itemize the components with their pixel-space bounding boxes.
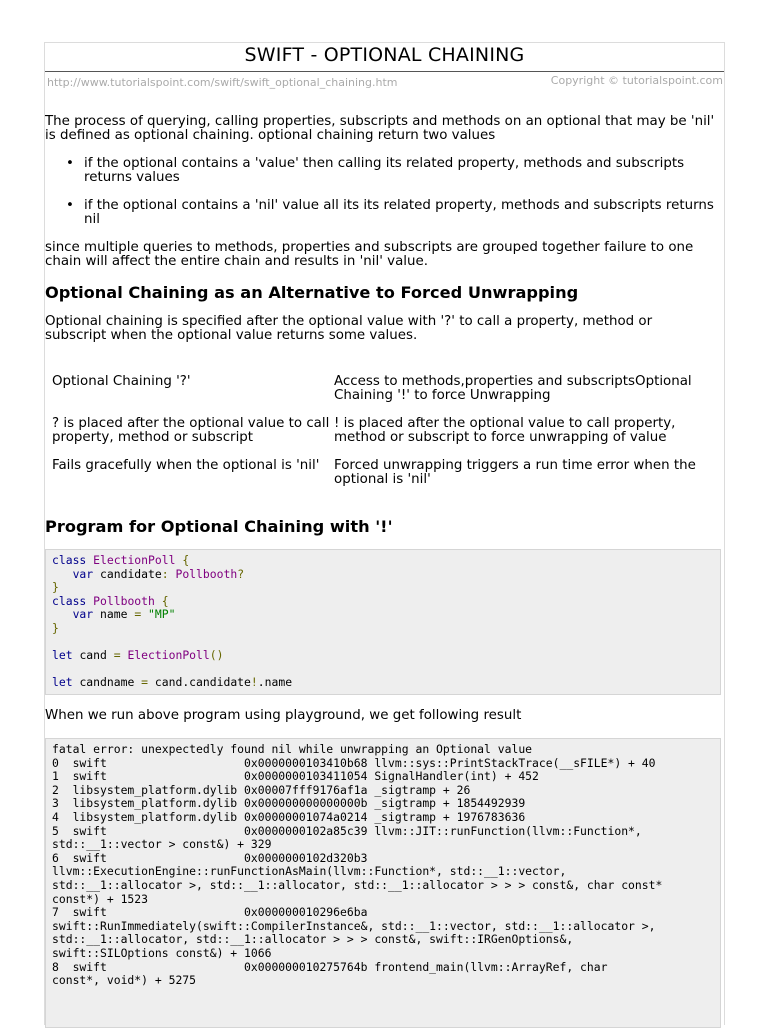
code-token: class <box>52 593 87 608</box>
intro-paragraph: The process of querying, calling properties, subscripts and methods on an optional that may be 'nil' is defined as optional chaining. optional chaining return two values <box>45 114 715 143</box>
table-cell: Forced unwrapping triggers a run time error when the optional is 'nil' <box>334 458 696 487</box>
section-heading-program: Program for Optional Chaining with '!' <box>45 517 393 536</box>
table-row <box>45 367 723 417</box>
comparison-table <box>45 367 723 501</box>
code-token: var <box>72 607 94 622</box>
code-token: .name <box>257 675 293 690</box>
code-token: class <box>52 553 87 567</box>
table-row <box>45 417 723 459</box>
table-cell: Optional Chaining '?' <box>52 374 191 389</box>
table-row <box>45 459 723 501</box>
copyright-notice: Copyright © tutorialspoint.com <box>550 74 723 87</box>
table-cell: ? is placed after the optional value to call property, method or subscript <box>52 416 330 445</box>
code-block <box>45 549 721 695</box>
code-token: () <box>209 648 224 663</box>
page-title: SWIFT - OPTIONAL CHAINING <box>244 44 525 66</box>
section-paragraph: Optional chaining is specified after the optional value with '?' to call a property, method or subscript when the optional value returns some values. <box>45 314 653 343</box>
code-token: let <box>52 648 73 663</box>
list-item-text: if the optional contains a 'nil' value all its its related property, methods and subscripts returns nil <box>84 198 714 227</box>
code-token: "MP" <box>148 607 176 622</box>
code-token: ! <box>250 675 258 690</box>
code-token: cand.candidate <box>154 675 251 690</box>
table-cell: Fails gracefully when the optional is 'nil' <box>52 458 320 473</box>
source-url[interactable]: http://www.tutorialspoint.com/swift/swift_optional_chaining.htm <box>47 76 398 89</box>
bullet-icon: • <box>66 198 74 213</box>
section-heading-alternative: Optional Chaining as an Alternative to Forced Unwrapping <box>45 283 579 302</box>
code-token: } <box>52 620 59 635</box>
chain-failure-paragraph: since multiple queries to methods, properties and subscripts are grouped together failure to one chain will affect the entire chain and results in 'nil' value. <box>45 240 694 269</box>
code-token: = <box>141 675 149 690</box>
code-token: { <box>182 553 190 567</box>
code-token: } <box>52 580 59 595</box>
code-token: = <box>113 648 121 663</box>
table-cell: Access to methods,properties and subscriptsOptional Chaining '!' to force Unwrapping <box>334 374 692 403</box>
title-bar <box>45 43 724 72</box>
code-token: var <box>72 566 94 581</box>
code-token: { <box>161 593 169 608</box>
code-token: ElectionPoll <box>93 553 176 567</box>
run-description: When we run above program using playground, we get following result <box>45 708 522 723</box>
code-token: let <box>52 675 73 690</box>
code-token: name <box>100 607 128 622</box>
code-token: Pollbooth <box>93 593 155 608</box>
list-item-text: if the optional contains a 'value' then calling its related property, methods and subscripts returns values <box>84 156 685 185</box>
code-token: cand <box>79 648 107 663</box>
code-token: ? <box>237 566 245 581</box>
code-token: : <box>161 566 169 581</box>
code-token: ElectionPoll <box>127 648 210 663</box>
code-token: Pollbooth <box>175 566 238 581</box>
bullet-icon: • <box>66 156 74 171</box>
code-token: = <box>134 607 142 622</box>
code-token: candname <box>79 675 135 690</box>
document-page <box>44 42 725 1025</box>
table-cell: ! is placed after the optional value to call property, method or subscript to force unwrapping of value <box>334 416 676 445</box>
output-block: fatal error: unexpectedly found nil while unwrapping an Optional value 0 swift 0x0000000103410b68 llvm::sys::PrintStackTrace(__sFILE*) + 40 1 swift 0x0000000103411054 SignalHandler(int) + 452 2 libsystem_platform.dylib 0x00007fff9176af1a _sigtramp + 26 3 libsystem_platform.dylib 0x000000000000000b _sigtramp + 1854492939 4 libsystem_platform.dylib 0x00000001074a0214 _sigtramp + 1976783636 5 swift 0x0000000102a85c39 llvm::JIT::runFunction(llvm::Function*, std::__1::vector > const&) + 329 6 swift 0x0000000102d320b3 llvm::ExecutionEngine::runFunctionAsMain(llvm::Function*, std::__1::vector, std::__1::allocator >, std::__1::allocator, std::__1::allocator > > > const&, char const* const*) + 1523 7 swift 0x000000010296e6ba swift::RunImmediately(swift::CompilerInstance&, std::__1::vector, std::__1::allocator >, std::__1::allocator, std::__1::allocator > > > const&, swift::IRGenOptions&, swift::SILOptions const&) + 1066 8 swift 0x000000010275764b frontend_main(llvm::ArrayRef, char const*, void*) + 5275 <box>45 738 721 1028</box>
code-token: candidate <box>100 566 162 581</box>
